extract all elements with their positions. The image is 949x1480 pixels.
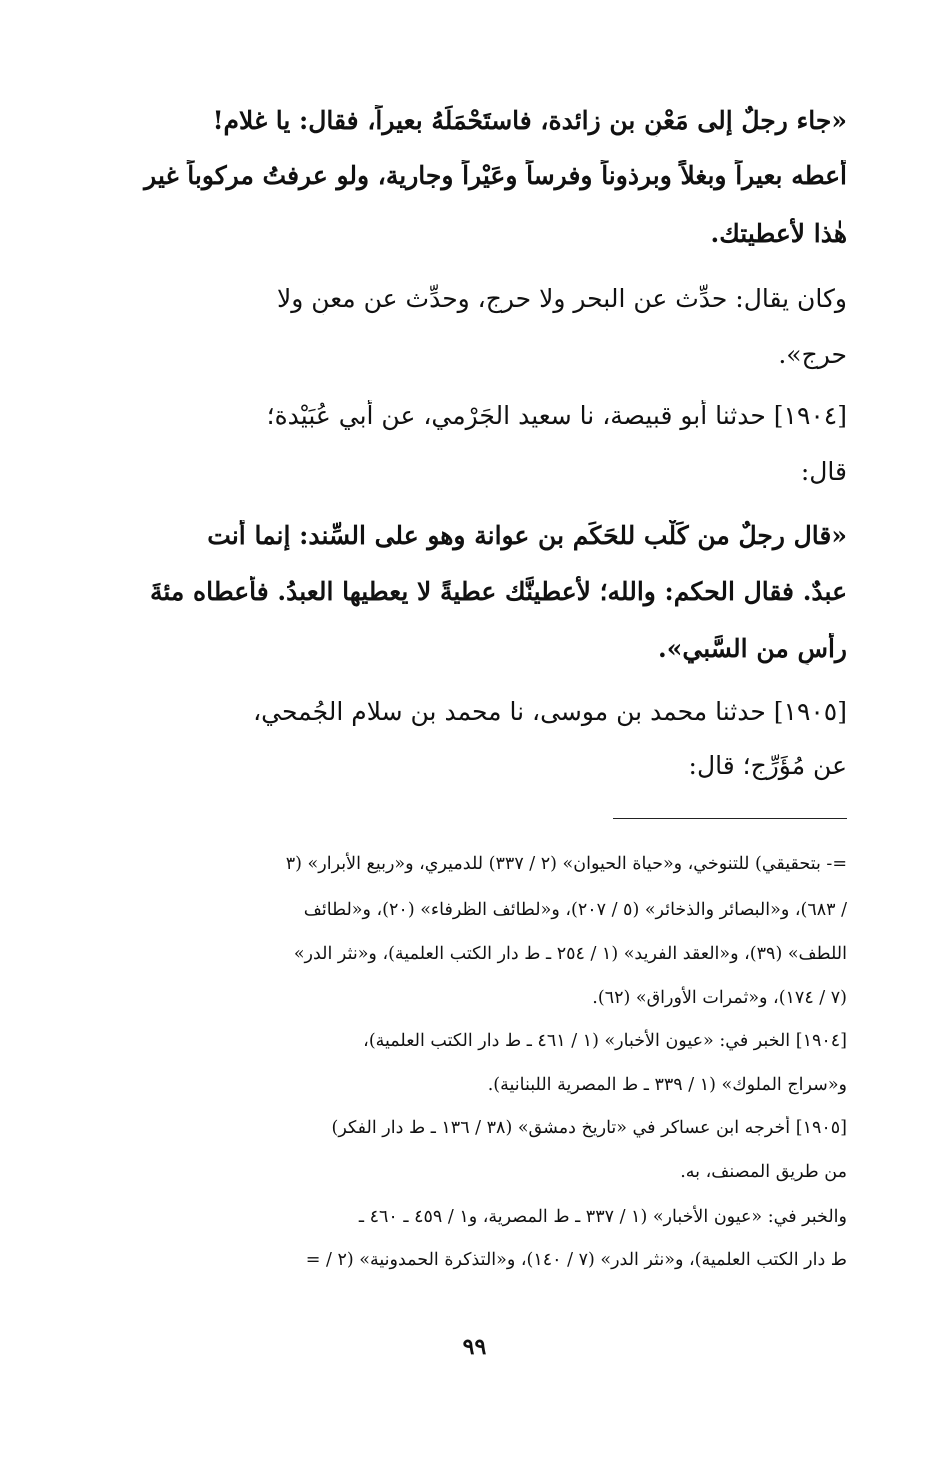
main-line-12: عن مُؤَرِّج؛ قال: xyxy=(688,751,847,780)
footnote-line-10: ط دار الكتب العلمية)، و«نثر الدر» (٧ / ١٤٠)، و«التذكرة الحمدونية» (٢ / = xyxy=(305,1250,847,1270)
footnote-line-2: / ٦٨٣)، و«البصائر والذخائر» (٥ / ٢٠٧)، و«لطائف الظرفاء» (٢٠)، و«لطائف xyxy=(303,900,847,920)
footnote-line-6: و«سراج الملوك» (١ / ٣٣٩ ـ ط المصرية اللبنانية). xyxy=(487,1075,847,1095)
main-line-6: [١٩٠٤] حدثنا أبو قبيصة، نا سعيد الجَرْمي، عن أبي عُبَيْدة؛ xyxy=(266,401,847,430)
main-line-7: قال: xyxy=(800,457,847,486)
main-line-11: [١٩٠٥] حدثنا محمد بن موسى، نا محمد بن سلام الجُمحي، xyxy=(253,697,847,726)
main-line-9: عبدٌ. فقال الحكم: والله؛ لأعطينَّك عطيةً لا يعطيها العبدُ. فأعطاه مئةَ xyxy=(149,577,847,606)
main-line-4: وكان يقال: حدِّث عن البحر ولا حرج، وحدِّث عن معنٍ ولا xyxy=(276,284,847,313)
footnote-line-5: [١٩٠٤] الخبر في: «عيون الأخبار» (١ / ٤٦١ ـ ط دار الكتب العلمية)، xyxy=(363,1031,847,1051)
main-line-5: حرج». xyxy=(778,340,847,369)
footnote-line-4: (٧ / ١٧٤)، و«ثمرات الأوراق» (٦٢). xyxy=(592,988,847,1008)
main-line-3: هٰذا لأعطيتك. xyxy=(710,219,847,248)
footnote-line-8: من طريق المصنف، به. xyxy=(680,1162,847,1182)
main-line-1: «جاء رجلٌ إلى مَعْنِ بن زائدة، فاستَحْمَلَهُ بعيراً، فقال: يا غلام! xyxy=(212,106,847,135)
footnote-line-7: [١٩٠٥] أخرجه ابن عساكر في «تاريخ دمشق» (٣٨ / ١٣٦ ـ ط دار الفكر) xyxy=(331,1118,847,1138)
footnote-divider xyxy=(613,818,847,819)
page-number: ٩٩ xyxy=(462,1334,487,1360)
footnote-line-3: اللطف» (٣٩)، و«العقد الفريد» (١ / ٢٥٤ ـ ط دار الكتب العلمية)، و«نثر الدر» xyxy=(293,944,847,964)
footnote-line-1: =- بتحقيقي) للتنوخي، و«حياة الحيوان» (٢ / ٣٣٧) للدميري، و«ربيع الأبرار» (٣ xyxy=(285,854,847,874)
main-line-2: أعطه بعيراً وبغلاً وبرذوناً وفرساً وعَيْراً وجارية، ولو عرفتُ مركوباً غير xyxy=(144,161,847,190)
main-line-10: رأسٍ من السَّبي». xyxy=(658,634,847,663)
footnote-line-9: والخبر في: «عيون الأخبار» (١ / ٣٣٧ ـ ط المصرية، و١ / ٤٥٩ ـ ٤٦٠ ـ xyxy=(358,1207,847,1227)
main-line-8: «قال رجلٌ من كَلْب للحَكَم بن عوانة وهو على السِّند: إنما أنت xyxy=(207,521,847,550)
